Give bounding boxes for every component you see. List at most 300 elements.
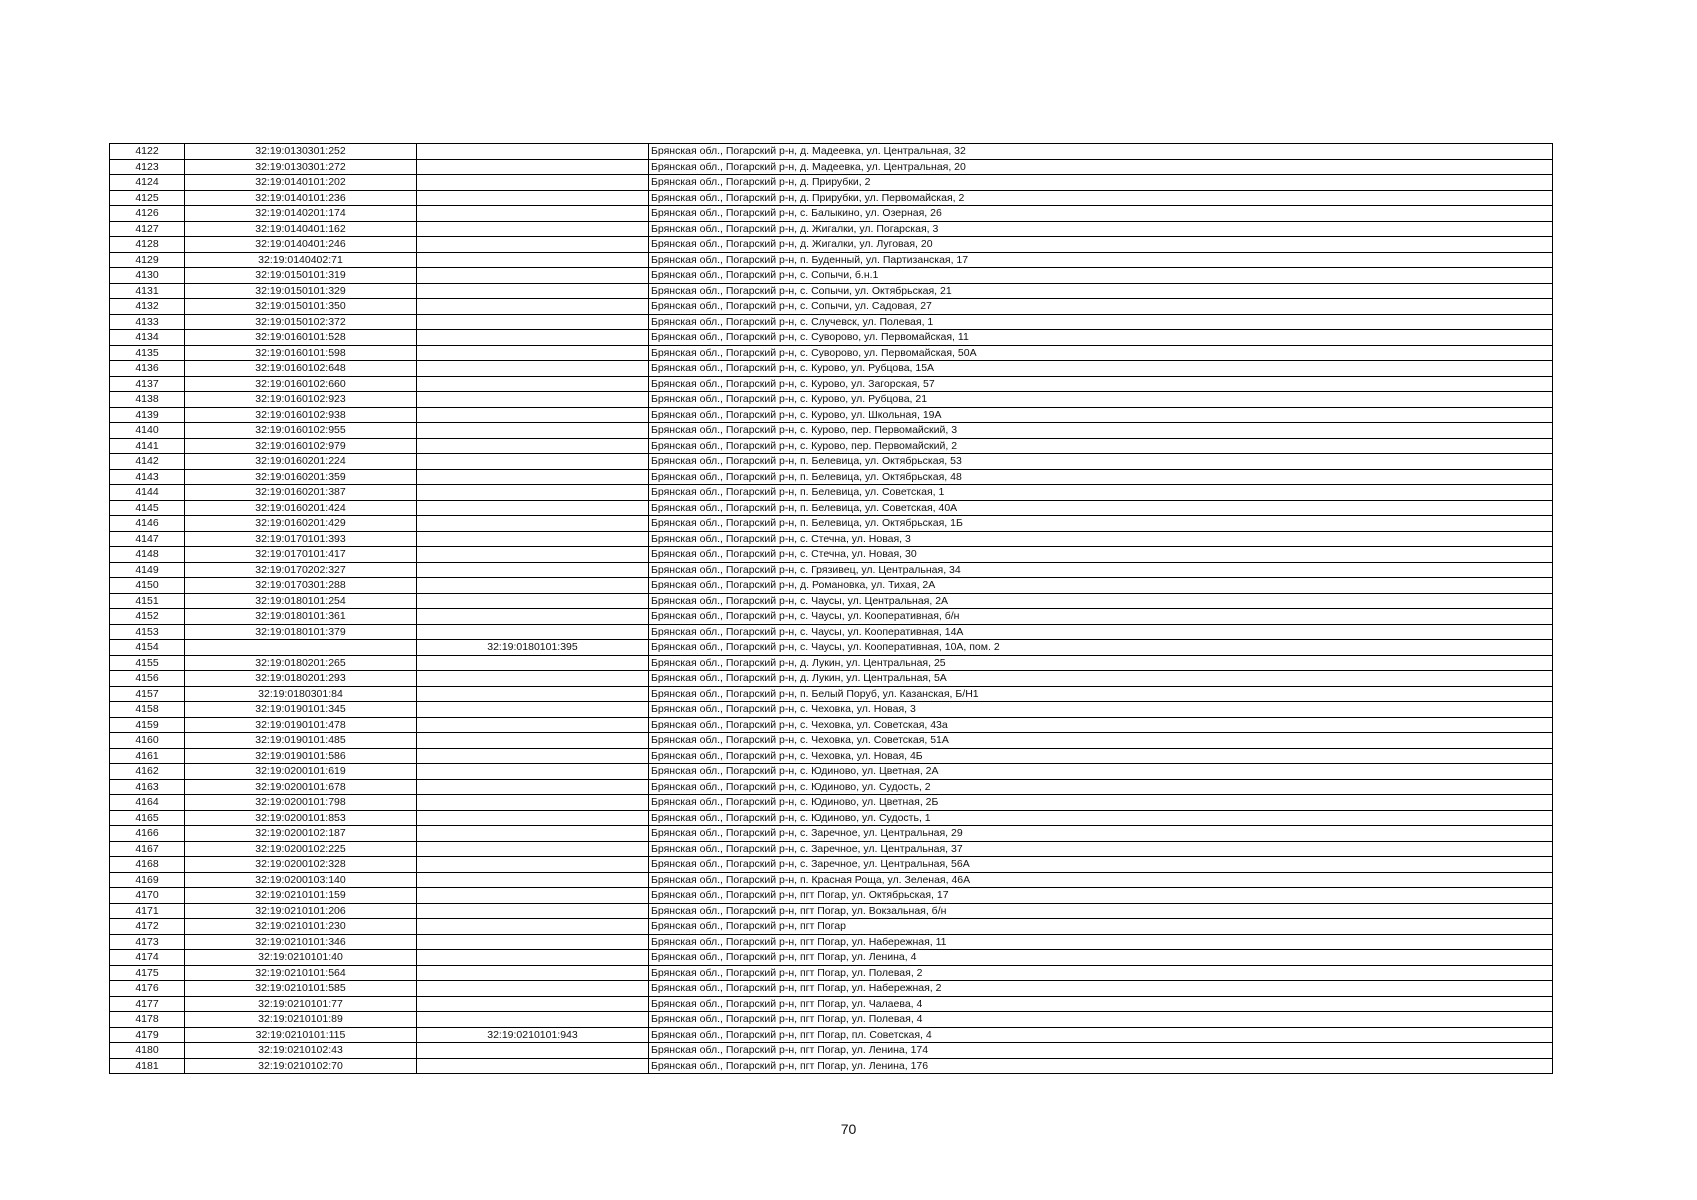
related-cadastral-number-cell	[417, 268, 649, 284]
table-row	[110, 1012, 1553, 1028]
cadastral-number-cell: 32:19:0160102:955	[185, 423, 417, 439]
row-number-cell: 4146	[110, 516, 185, 532]
related-cadastral-number-cell	[417, 888, 649, 904]
row-number-cell: 4176	[110, 981, 185, 997]
row-number-cell: 4138	[110, 392, 185, 408]
cadastral-number-cell: 32:19:0140101:236	[185, 190, 417, 206]
address-cell: Брянская обл., Погарский р-н, с. Случевск, ул. Полевая, 1	[649, 314, 1553, 330]
row-number-cell: 4165	[110, 810, 185, 826]
cadastral-number-cell: 32:19:0160201:424	[185, 500, 417, 516]
cadastral-number-cell: 32:19:0160102:979	[185, 438, 417, 454]
row-number-cell: 4128	[110, 237, 185, 253]
row-number-cell: 4126	[110, 206, 185, 222]
table-row	[110, 671, 1553, 687]
row-number-cell: 4180	[110, 1043, 185, 1059]
address-cell: Брянская обл., Погарский р-н, с. Чаусы, ул. Кооперативная, б/н	[649, 609, 1553, 625]
address-cell: Брянская обл., Погарский р-н, д. Мадеевка, ул. Центральная, 32	[649, 144, 1553, 160]
cadastral-number-cell: 32:19:0210101:346	[185, 934, 417, 950]
table-row	[110, 593, 1553, 609]
address-cell: Брянская обл., Погарский р-н, пгт Погар, ул. Октябрьская, 17	[649, 888, 1553, 904]
row-number-cell: 4155	[110, 655, 185, 671]
row-number-cell: 4174	[110, 950, 185, 966]
address-cell: Брянская обл., Погарский р-н, с. Сопычи, б.н.1	[649, 268, 1553, 284]
cadastral-number-cell: 32:19:0190101:485	[185, 733, 417, 749]
cadastral-number-cell: 32:19:0200102:225	[185, 841, 417, 857]
cadastral-number-cell: 32:19:0180201:265	[185, 655, 417, 671]
row-number-cell: 4148	[110, 547, 185, 563]
address-cell: Брянская обл., Погарский р-н, с. Чеховка, ул. Советская, 51А	[649, 733, 1553, 749]
related-cadastral-number-cell	[417, 717, 649, 733]
row-number-cell: 4137	[110, 376, 185, 392]
related-cadastral-number-cell	[417, 857, 649, 873]
table-row	[110, 221, 1553, 237]
table-row	[110, 268, 1553, 284]
table-row	[110, 950, 1553, 966]
address-cell: Брянская обл., Погарский р-н, с. Чаусы, ул. Кооперативная, 10А, пом. 2	[649, 640, 1553, 656]
row-number-cell: 4157	[110, 686, 185, 702]
cadastral-number-cell: 32:19:0170101:393	[185, 531, 417, 547]
address-cell: Брянская обл., Погарский р-н, с. Заречное, ул. Центральная, 56А	[649, 857, 1553, 873]
cadastral-number-cell: 32:19:0200101:619	[185, 764, 417, 780]
table-row	[110, 795, 1553, 811]
row-number-cell: 4161	[110, 748, 185, 764]
row-number-cell: 4160	[110, 733, 185, 749]
address-cell: Брянская обл., Погарский р-н, с. Чаусы, ул. Кооперативная, 14А	[649, 624, 1553, 640]
cadastral-number-cell: 32:19:0210102:43	[185, 1043, 417, 1059]
related-cadastral-number-cell	[417, 516, 649, 532]
address-cell: Брянская обл., Погарский р-н, с. Стечна, ул. Новая, 30	[649, 547, 1553, 563]
table-row	[110, 934, 1553, 950]
row-number-cell: 4172	[110, 919, 185, 935]
address-cell: Брянская обл., Погарский р-н, с. Курово, ул. Рубцова, 15А	[649, 361, 1553, 377]
cadastral-number-cell: 32:19:0200102:187	[185, 826, 417, 842]
register-table	[109, 143, 1553, 1074]
row-number-cell: 4163	[110, 779, 185, 795]
address-cell: Брянская обл., Погарский р-н, пгт Погар, ул. Ленина, 174	[649, 1043, 1553, 1059]
address-cell: Брянская обл., Погарский р-н, с. Балыкино, ул. Озерная, 26	[649, 206, 1553, 222]
row-number-cell: 4129	[110, 252, 185, 268]
table-row	[110, 1043, 1553, 1059]
address-cell: Брянская обл., Погарский р-н, с. Чеховка, ул. Новая, 3	[649, 702, 1553, 718]
address-cell: Брянская обл., Погарский р-н, пгт Погар, ул. Ленина, 4	[649, 950, 1553, 966]
cadastral-number-cell: 32:19:0150102:372	[185, 314, 417, 330]
table-row	[110, 531, 1553, 547]
cadastral-number-cell: 32:19:0190101:345	[185, 702, 417, 718]
cadastral-number-cell: 32:19:0160101:528	[185, 330, 417, 346]
row-number-cell: 4175	[110, 965, 185, 981]
address-cell: Брянская обл., Погарский р-н, с. Юдиново, ул. Судость, 1	[649, 810, 1553, 826]
related-cadastral-number-cell	[417, 686, 649, 702]
related-cadastral-number-cell	[417, 438, 649, 454]
cadastral-number-cell: 32:19:0200101:678	[185, 779, 417, 795]
related-cadastral-number-cell	[417, 733, 649, 749]
row-number-cell: 4140	[110, 423, 185, 439]
cadastral-number-cell: 32:19:0140402:71	[185, 252, 417, 268]
table-row	[110, 283, 1553, 299]
cadastral-number-cell: 32:19:0190101:478	[185, 717, 417, 733]
cadastral-number-cell: 32:19:0200101:798	[185, 795, 417, 811]
address-cell: Брянская обл., Погарский р-н, с. Курово, ул. Рубцова, 21	[649, 392, 1553, 408]
address-cell: Брянская обл., Погарский р-н, с. Суворово, ул. Первомайская, 11	[649, 330, 1553, 346]
row-number-cell: 4153	[110, 624, 185, 640]
row-number-cell: 4156	[110, 671, 185, 687]
table-row	[110, 640, 1553, 656]
related-cadastral-number-cell	[417, 283, 649, 299]
related-cadastral-number-cell	[417, 531, 649, 547]
table-row	[110, 965, 1553, 981]
address-cell: Брянская обл., Погарский р-н, с. Юдиново, ул. Цветная, 2А	[649, 764, 1553, 780]
row-number-cell: 4149	[110, 562, 185, 578]
table-row	[110, 206, 1553, 222]
related-cadastral-number-cell	[417, 624, 649, 640]
row-number-cell: 4141	[110, 438, 185, 454]
row-number-cell: 4177	[110, 996, 185, 1012]
cadastral-number-cell: 32:19:0210101:89	[185, 1012, 417, 1028]
table-row	[110, 376, 1553, 392]
related-cadastral-number-cell	[417, 919, 649, 935]
cadastral-number-cell: 32:19:0210101:40	[185, 950, 417, 966]
cadastral-number-cell: 32:19:0200103:140	[185, 872, 417, 888]
address-cell: Брянская обл., Погарский р-н, с. Курово, пер. Первомайский, 3	[649, 423, 1553, 439]
address-cell: Брянская обл., Погарский р-н, с. Заречное, ул. Центральная, 29	[649, 826, 1553, 842]
related-cadastral-number-cell	[417, 671, 649, 687]
related-cadastral-number-cell	[417, 252, 649, 268]
related-cadastral-number-cell	[417, 454, 649, 470]
related-cadastral-number-cell	[417, 593, 649, 609]
table-row	[110, 407, 1553, 423]
table-row	[110, 562, 1553, 578]
related-cadastral-number-cell	[417, 934, 649, 950]
related-cadastral-number-cell	[417, 547, 649, 563]
address-cell: Брянская обл., Погарский р-н, п. Белый Поруб, ул. Казанская, Б/Н1	[649, 686, 1553, 702]
cadastral-number-cell: 32:19:0210101:585	[185, 981, 417, 997]
table-row	[110, 237, 1553, 253]
address-cell: Брянская обл., Погарский р-н, пгт Погар, ул. Полевая, 4	[649, 1012, 1553, 1028]
address-cell: Брянская обл., Погарский р-н, с. Стечна, ул. Новая, 3	[649, 531, 1553, 547]
address-cell: Брянская обл., Погарский р-н, пгт Погар, ул. Полевая, 2	[649, 965, 1553, 981]
related-cadastral-number-cell	[417, 578, 649, 594]
table-row	[110, 872, 1553, 888]
table-row	[110, 392, 1553, 408]
table-row	[110, 314, 1553, 330]
row-number-cell: 4178	[110, 1012, 185, 1028]
cadastral-number-cell: 32:19:0160201:224	[185, 454, 417, 470]
table-row	[110, 500, 1553, 516]
address-cell: Брянская обл., Погарский р-н, д. Романовка, ул. Тихая, 2А	[649, 578, 1553, 594]
cadastral-number-cell: 32:19:0210101:206	[185, 903, 417, 919]
row-number-cell: 4130	[110, 268, 185, 284]
related-cadastral-number-cell	[417, 314, 649, 330]
address-cell: Брянская обл., Погарский р-н, пгт Погар, пл. Советская, 4	[649, 1027, 1553, 1043]
related-cadastral-number-cell	[417, 299, 649, 315]
row-number-cell: 4168	[110, 857, 185, 873]
row-number-cell: 4144	[110, 485, 185, 501]
row-number-cell: 4132	[110, 299, 185, 315]
related-cadastral-number-cell	[417, 330, 649, 346]
cadastral-number-cell: 32:19:0160102:923	[185, 392, 417, 408]
row-number-cell: 4169	[110, 872, 185, 888]
address-cell: Брянская обл., Погарский р-н, п. Буденный, ул. Партизанская, 17	[649, 252, 1553, 268]
cadastral-number-cell: 32:19:0210102:70	[185, 1058, 417, 1074]
related-cadastral-number-cell	[417, 981, 649, 997]
cadastral-number-cell: 32:19:0160102:938	[185, 407, 417, 423]
table-row	[110, 702, 1553, 718]
table-row	[110, 717, 1553, 733]
cadastral-number-cell: 32:19:0180101:361	[185, 609, 417, 625]
table-row	[110, 516, 1553, 532]
row-number-cell: 4124	[110, 175, 185, 191]
related-cadastral-number-cell	[417, 469, 649, 485]
row-number-cell: 4127	[110, 221, 185, 237]
cadastral-number-cell: 32:19:0160102:648	[185, 361, 417, 377]
address-cell: Брянская обл., Погарский р-н, пгт Погар	[649, 919, 1553, 935]
row-number-cell: 4162	[110, 764, 185, 780]
cadastral-number-cell: 32:19:0170301:288	[185, 578, 417, 594]
cadastral-number-cell: 32:19:0160201:429	[185, 516, 417, 532]
row-number-cell: 4122	[110, 144, 185, 160]
table-row	[110, 454, 1553, 470]
cadastral-number-cell: 32:19:0150101:319	[185, 268, 417, 284]
address-cell: Брянская обл., Погарский р-н, п. Белевица, ул. Октябрьская, 48	[649, 469, 1553, 485]
table-row	[110, 438, 1553, 454]
row-number-cell: 4173	[110, 934, 185, 950]
table-row	[110, 857, 1553, 873]
related-cadastral-number-cell	[417, 376, 649, 392]
address-cell: Брянская обл., Погарский р-н, пгт Погар, ул. Чалаева, 4	[649, 996, 1553, 1012]
row-number-cell: 4134	[110, 330, 185, 346]
related-cadastral-number-cell	[417, 423, 649, 439]
cadastral-number-cell: 32:19:0200102:328	[185, 857, 417, 873]
related-cadastral-number-cell	[417, 779, 649, 795]
related-cadastral-number-cell	[417, 237, 649, 253]
row-number-cell: 4158	[110, 702, 185, 718]
address-cell: Брянская обл., Погарский р-н, с. Суворово, ул. Первомайская, 50А	[649, 345, 1553, 361]
table-row	[110, 330, 1553, 346]
cadastral-number-cell: 32:19:0160102:660	[185, 376, 417, 392]
address-cell: Брянская обл., Погарский р-н, с. Заречное, ул. Центральная, 37	[649, 841, 1553, 857]
row-number-cell: 4159	[110, 717, 185, 733]
cadastral-number-cell: 32:19:0190101:586	[185, 748, 417, 764]
table-row	[110, 826, 1553, 842]
related-cadastral-number-cell	[417, 144, 649, 160]
related-cadastral-number-cell	[417, 764, 649, 780]
table-row	[110, 345, 1553, 361]
related-cadastral-number-cell	[417, 903, 649, 919]
related-cadastral-number-cell	[417, 407, 649, 423]
row-number-cell: 4133	[110, 314, 185, 330]
table-row	[110, 748, 1553, 764]
table-row	[110, 361, 1553, 377]
address-cell: Брянская обл., Погарский р-н, п. Белевица, ул. Октябрьская, 53	[649, 454, 1553, 470]
address-cell: Брянская обл., Погарский р-н, с. Чеховка, ул. Советская, 43а	[649, 717, 1553, 733]
related-cadastral-number-cell	[417, 748, 649, 764]
table-row	[110, 252, 1553, 268]
row-number-cell: 4166	[110, 826, 185, 842]
table-row	[110, 144, 1553, 160]
row-number-cell: 4170	[110, 888, 185, 904]
related-cadastral-number-cell	[417, 1043, 649, 1059]
table-row	[110, 1027, 1553, 1043]
related-cadastral-number-cell	[417, 206, 649, 222]
table-row	[110, 624, 1553, 640]
address-cell: Брянская обл., Погарский р-н, с. Курово, ул. Школьная, 19А	[649, 407, 1553, 423]
address-cell: Брянская обл., Погарский р-н, с. Курово, пер. Первомайский, 2	[649, 438, 1553, 454]
related-cadastral-number-cell	[417, 190, 649, 206]
table-row	[110, 981, 1553, 997]
related-cadastral-number-cell	[417, 175, 649, 191]
address-cell: Брянская обл., Погарский р-н, д. Прирубки, ул. Первомайская, 2	[649, 190, 1553, 206]
row-number-cell: 4179	[110, 1027, 185, 1043]
cadastral-number-cell: 32:19:0150101:329	[185, 283, 417, 299]
table-row	[110, 159, 1553, 175]
table-row	[110, 888, 1553, 904]
address-cell: Брянская обл., Погарский р-н, с. Сопычи, ул. Садовая, 27	[649, 299, 1553, 315]
related-cadastral-number-cell	[417, 221, 649, 237]
cadastral-number-cell: 32:19:0130301:252	[185, 144, 417, 160]
related-cadastral-number-cell	[417, 562, 649, 578]
related-cadastral-number-cell: 32:19:0180101:395	[417, 640, 649, 656]
address-cell: Брянская обл., Погарский р-н, с. Курово, ул. Загорская, 57	[649, 376, 1553, 392]
address-cell: Брянская обл., Погарский р-н, д. Мадеевка, ул. Центральная, 20	[649, 159, 1553, 175]
related-cadastral-number-cell	[417, 361, 649, 377]
row-number-cell: 4154	[110, 640, 185, 656]
related-cadastral-number-cell	[417, 996, 649, 1012]
table-row	[110, 764, 1553, 780]
related-cadastral-number-cell	[417, 655, 649, 671]
table-row	[110, 996, 1553, 1012]
related-cadastral-number-cell	[417, 159, 649, 175]
address-cell: Брянская обл., Погарский р-н, д. Прирубки, 2	[649, 175, 1553, 191]
address-cell: Брянская обл., Погарский р-н, пгт Погар, ул. Ленина, 176	[649, 1058, 1553, 1074]
related-cadastral-number-cell	[417, 872, 649, 888]
address-cell: Брянская обл., Погарский р-н, пгт Погар, ул. Набережная, 2	[649, 981, 1553, 997]
row-number-cell: 4171	[110, 903, 185, 919]
cadastral-number-cell	[185, 640, 417, 656]
cadastral-number-cell: 32:19:0140401:246	[185, 237, 417, 253]
row-number-cell: 4147	[110, 531, 185, 547]
cadastral-number-cell: 32:19:0210101:564	[185, 965, 417, 981]
cadastral-number-cell: 32:19:0160201:387	[185, 485, 417, 501]
cadastral-number-cell: 32:19:0170202:327	[185, 562, 417, 578]
table-row	[110, 190, 1553, 206]
cadastral-number-cell: 32:19:0210101:230	[185, 919, 417, 935]
related-cadastral-number-cell	[417, 810, 649, 826]
address-cell: Брянская обл., Погарский р-н, д. Лукин, ул. Центральная, 25	[649, 655, 1553, 671]
related-cadastral-number-cell	[417, 965, 649, 981]
row-number-cell: 4125	[110, 190, 185, 206]
address-cell: Брянская обл., Погарский р-н, с. Чеховка, ул. Новая, 4Б	[649, 748, 1553, 764]
related-cadastral-number-cell	[417, 485, 649, 501]
cadastral-number-cell: 32:19:0160101:598	[185, 345, 417, 361]
cadastral-number-cell: 32:19:0130301:272	[185, 159, 417, 175]
cadastral-number-cell: 32:19:0180201:293	[185, 671, 417, 687]
cadastral-number-cell: 32:19:0140401:162	[185, 221, 417, 237]
address-cell: Брянская обл., Погарский р-н, пгт Погар, ул. Вокзальная, б/н	[649, 903, 1553, 919]
cadastral-number-cell: 32:19:0180101:379	[185, 624, 417, 640]
address-cell: Брянская обл., Погарский р-н, с. Юдиново, ул. Цветная, 2Б	[649, 795, 1553, 811]
cadastral-number-cell: 32:19:0140201:174	[185, 206, 417, 222]
row-number-cell: 4139	[110, 407, 185, 423]
row-number-cell: 4150	[110, 578, 185, 594]
related-cadastral-number-cell	[417, 609, 649, 625]
table-row	[110, 903, 1553, 919]
table-row	[110, 299, 1553, 315]
row-number-cell: 4136	[110, 361, 185, 377]
cadastral-number-cell: 32:19:0150101:350	[185, 299, 417, 315]
related-cadastral-number-cell: 32:19:0210101:943	[417, 1027, 649, 1043]
related-cadastral-number-cell	[417, 1012, 649, 1028]
related-cadastral-number-cell	[417, 826, 649, 842]
table-row	[110, 655, 1553, 671]
cadastral-number-cell: 32:19:0200101:853	[185, 810, 417, 826]
row-number-cell: 4143	[110, 469, 185, 485]
related-cadastral-number-cell	[417, 702, 649, 718]
row-number-cell: 4142	[110, 454, 185, 470]
table-row	[110, 469, 1553, 485]
table-row	[110, 919, 1553, 935]
related-cadastral-number-cell	[417, 500, 649, 516]
table-row	[110, 423, 1553, 439]
table-row	[110, 485, 1553, 501]
row-number-cell: 4131	[110, 283, 185, 299]
row-number-cell: 4151	[110, 593, 185, 609]
related-cadastral-number-cell	[417, 950, 649, 966]
related-cadastral-number-cell	[417, 1058, 649, 1074]
table-row	[110, 779, 1553, 795]
table-row	[110, 609, 1553, 625]
related-cadastral-number-cell	[417, 345, 649, 361]
address-cell: Брянская обл., Погарский р-н, д. Жигалки, ул. Погарская, 3	[649, 221, 1553, 237]
register-table-body	[110, 144, 1553, 1074]
cadastral-number-cell: 32:19:0210101:115	[185, 1027, 417, 1043]
table-row	[110, 547, 1553, 563]
row-number-cell: 4152	[110, 609, 185, 625]
row-number-cell: 4167	[110, 841, 185, 857]
cadastral-number-cell: 32:19:0140101:202	[185, 175, 417, 191]
table-row	[110, 578, 1553, 594]
address-cell: Брянская обл., Погарский р-н, д. Жигалки, ул. Луговая, 20	[649, 237, 1553, 253]
table-row	[110, 1058, 1553, 1074]
related-cadastral-number-cell	[417, 841, 649, 857]
address-cell: Брянская обл., Погарский р-н, п. Красная Роща, ул. Зеленая, 46А	[649, 872, 1553, 888]
row-number-cell: 4181	[110, 1058, 185, 1074]
row-number-cell: 4123	[110, 159, 185, 175]
cadastral-number-cell: 32:19:0210101:159	[185, 888, 417, 904]
table-row	[110, 810, 1553, 826]
address-cell: Брянская обл., Погарский р-н, с. Грязивец, ул. Центральная, 34	[649, 562, 1553, 578]
address-cell: Брянская обл., Погарский р-н, п. Белевица, ул. Советская, 1	[649, 485, 1553, 501]
address-cell: Брянская обл., Погарский р-н, с. Сопычи, ул. Октябрьская, 21	[649, 283, 1553, 299]
table-row	[110, 841, 1553, 857]
table-row	[110, 733, 1553, 749]
related-cadastral-number-cell	[417, 795, 649, 811]
address-cell: Брянская обл., Погарский р-н, д. Лукин, ул. Центральная, 5А	[649, 671, 1553, 687]
page-number: 70	[840, 1121, 857, 1137]
table-row	[110, 686, 1553, 702]
row-number-cell: 4164	[110, 795, 185, 811]
related-cadastral-number-cell	[417, 392, 649, 408]
row-number-cell: 4135	[110, 345, 185, 361]
cadastral-number-cell: 32:19:0170101:417	[185, 547, 417, 563]
address-cell: Брянская обл., Погарский р-н, п. Белевица, ул. Советская, 40А	[649, 500, 1553, 516]
address-cell: Брянская обл., Погарский р-н, пгт Погар, ул. Набережная, 11	[649, 934, 1553, 950]
cadastral-number-cell: 32:19:0180101:254	[185, 593, 417, 609]
row-number-cell: 4145	[110, 500, 185, 516]
cadastral-number-cell: 32:19:0160201:359	[185, 469, 417, 485]
address-cell: Брянская обл., Погарский р-н, п. Белевица, ул. Октябрьская, 1Б	[649, 516, 1553, 532]
cadastral-number-cell: 32:19:0210101:77	[185, 996, 417, 1012]
address-cell: Брянская обл., Погарский р-н, с. Чаусы, ул. Центральная, 2А	[649, 593, 1553, 609]
